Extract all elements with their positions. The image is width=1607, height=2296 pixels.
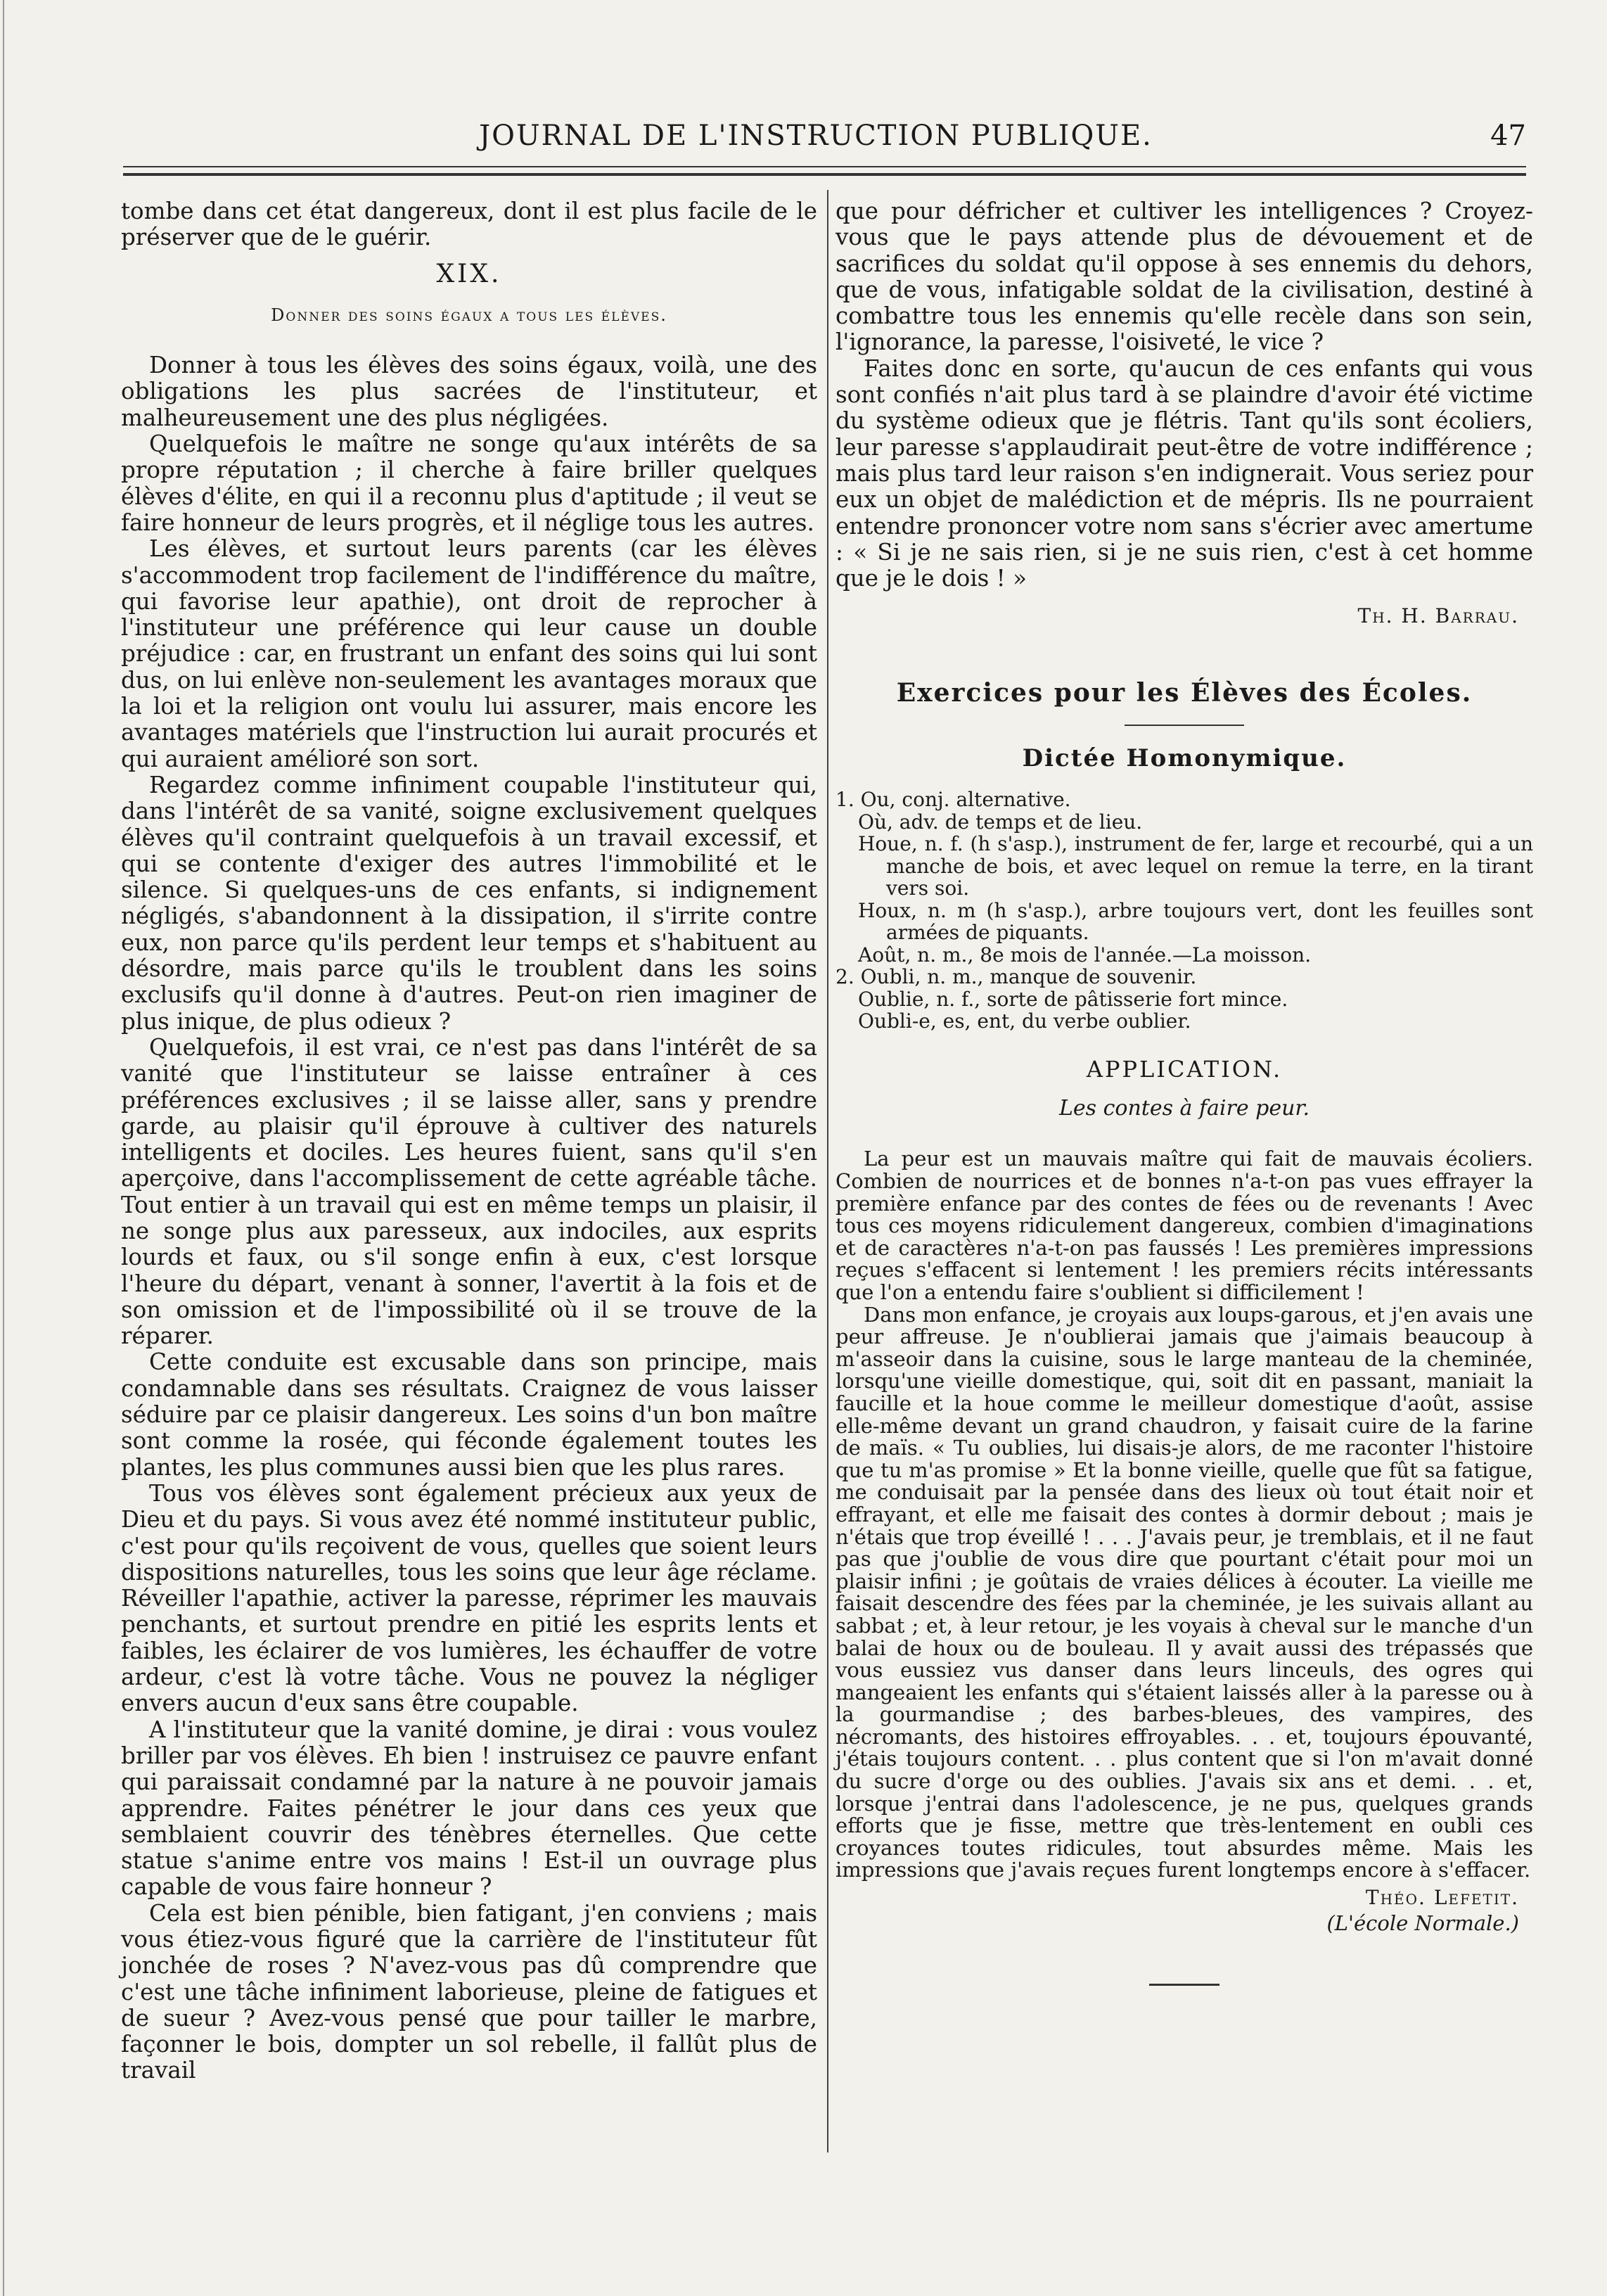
dictee-entry: 2. Oubli, n. m., manque de souvenir. [835,965,1197,989]
paragraph: Regardez comme infiniment coupable l'instituteur qui, dans l'intérêt de sa vanité, soigne exclusivement quelques élèves qu'il contraint quelquefois à un travail excessif, et qui se contente d'exiger des autres l'immobilité et le silence. Si quelques-uns de ces enfants, si indignement négligés, s'abandonnent à la dissipation, il s'irrite contre eux, non parce qu'ils perdent leur temps et s'habituent au désordre, mais parce qu'ils le troublent dans les soins exclusifs qu'il donne à d'autres. Peut-on rien imaginer de plus inique, de plus odieux ? [121,771,817,1035]
paragraph: Dans mon enfance, je croyais aux loups-garous, et j'en avais une peur affreuse. Je n'oublierai jamais que j'aimais beaucoup à m'asseoir dans la cuisine, sous le large manteau de la cheminée, lorsqu'une vieille domestique, qui, soit dit en passant, maniait la faucille et la houe comme le meilleur domestique d'août, assise elle-même devant un grand chaudron, y faisait cuire de la farine de maïs. « Tu oublies, lui disais-je alors, de me raconter l'histoire que tu m'as promise » Et la bonne vieille, quelle que fût sa fatigue, me conduisait par la pensée dans des lieux où tout était noir et effrayant, et elle me faisait des contes à dormir debout ; mais je n'étais que trop éveillé ! . . . J'avais peur, je tremblais, et il ne faut pas que j'oublie de vous dire que pourtant c'était pour moi un plaisir infini ; je goûtais de vraies délices à écouter. La vieille me faisait descendre des fées par la cheminée, je les suivais allant au sabbat ; et, à leur retour, je les voyais à cheval sur le manche d'un balai de houx ou de bouleau. Il y avait aussi des trépassés que vous eussiez vus danser dans leurs linceuls, des ogres qui mangeaient les enfants qui s'étaient laissés aller à la paresse ou à la gourmandise ; des barbes-bleues, des vampires, des nécromants, des histoires effroyables. . . et, toujours épouvanté, j'étais toujours content. . . plus content que si l'on m'avait donné du sucre d'orge ou des oublies. J'avais six ans et demi. . . et, lorsque j'entrai dans l'adolescence, je ne pus, quelques grands efforts que je fisse, mettre que très-lentement en oubli ces croyances toutes ridicules, tout absurdes même. Mais les impressions que j'avais reçues furent longtemps encore à s'effacer. [835,1302,1533,1882]
paragraph: A l'instituteur que la vanité domine, je dirai : vous voulez briller par vos élèves. Eh bien ! instruisez ce pauvre enfant qui paraissait condamné par la nature à ne pouvoir jamais apprendre. Faites pénétrer le jour dans ces yeux que semblaient couvrir des ténèbres éternelles. Que cette statue s'anime entre vos mains ! Est-il un ouvrage plus capable de vous faire honneur ? [121,1716,817,1901]
paragraph: Cette conduite est excusable dans son principe, mais condamnable dans ses résultats. Craignez de vous laisser séduire par ce plaisir dangereux. Les soins d'un bon maître sont comme la rosée, qui féconde également toutes les plantes, les plus communes aussi bien que les plus rares. [121,1348,817,1481]
paragraph: Les élèves, et surtout leurs parents (car les élèves s'accommodent trop facilement de l'indifférence du maître, qui favorise leur apathie), ont droit de reprocher à l'instituteur une préférence qui leur cause un double préjudice : car, en frustrant un enfant des soins qui lui sont dus, on lui enlève non-seulement les avantages moraux que la loi et la religion ont voulu lui assurer, mais encore les avantages matériels que l'instruction lui aurait procurés et qui auraient amélioré son sort. [121,535,817,772]
paragraph: Donner à tous les élèves des soins égaux, voilà, une des obligations les plus sacrées de l'instituteur, et malheureusement une des plus négligées. [121,352,817,431]
section-number: XIX. [436,259,502,288]
application-subtitle: Les contes à faire peur. [1058,1096,1310,1121]
paragraph: que pour défricher et cultiver les intelligences ? Croyez-vous que le pays attende plus de dévouement et de sacrifices du soldat qu'il oppose à ses ennemis du dehors, que de vous, infatigable soldat de la civilisation, destiné à combattre tous les ennemis qu'elle recèle dans son sein, l'ignorance, la paresse, l'oisiveté, le vice ? [835,198,1533,356]
header-rule-thin [123,166,1526,167]
exercises-title: Exercices pour les Élèves des Écoles. [896,677,1473,708]
source-citation: (L'école Normale.) [1326,1911,1519,1936]
paragraph: Quelquefois le maître ne songe qu'aux intérêts de sa propre réputation ; il cherche à faire briller quelques élèves d'élite, en qui il a reconnu plus d'aptitude ; il veut se faire honneur de leurs progrès, et il néglige tous les autres. [121,431,817,536]
dictee-entry: Oublie, n. f., sorte de pâtisserie fort mince. [858,987,1288,1011]
author-signature: Théo. Lefetit. [1365,1886,1519,1910]
journal-title: JOURNAL DE L'INSTRUCTION PUBLIQUE. [479,120,1153,152]
column-divider [827,190,828,2152]
dictee-entry: Houx, n. m (h s'asp.), arbre toujours vert, dont les feuilles sont armées de piquants. [858,898,1533,945]
author-signature: Th. H. Barrau. [1357,604,1519,628]
paragraph: Faites donc en sorte, qu'aucun de ces enfants qui vous sont confiés n'ait plus tard à se plaindre d'avoir été victime du système odieux que je flétris. Tant qu'ils sont écoliers, leur paresse s'applaudirait peut-être de votre indifférence ; mais plus tard leur raison s'en indignerait. Vous seriez pour eux un objet de malédiction et de mépris. Ils ne pourraient entendre prononcer votre nom sans s'écrier avec amertume : « Si je ne sais rien, si je ne suis rien, c'est à cet homme que je le dois ! » [835,355,1533,592]
application-text [835,1148,1533,1882]
paragraph: tombe dans cet état dangereux, dont il est plus facile de le préserver que de le guérir. [121,198,817,251]
paragraph: La peur est un mauvais maître qui fait de mauvais écoliers. Combien de nourrices et de bonnes n'a-t-on pas vues effrayer la première enfance par des contes de fées ou de revenants ! Avec tous ces moyens ridiculement dangereux, combien d'imaginations et de caractères n'a-t-on pas faussés ! Les premières impressions reçues s'effacent si lentement ! les premiers récits intéressants que l'on a entendu faire s'oublient si difficilement ! [835,1147,1533,1304]
paragraph: Quelquefois, il est vrai, ce n'est pas dans l'intérêt de sa vanité que l'instituteur se laisse entraîner à ces préférences exclusives ; il se laisse aller, sans y prendre garde, au plaisir qu'il éprouve à cultiver des naturels intelligents et dociles. Les heures fuient, sans qu'il s'en aperçoive, dans l'accomplissement de cette agréable tâche. Tout entier à un travail qui est en même temps un plaisir, il ne songe plus aux paresseux, aux indociles, aux esprits lourds et faux, ou s'il songe enfin à eux, c'est lorsque l'heure du départ, venant à sonner, l'avertit à la fois et de son omission et de l'impossibilité où il se trouve de la réparer. [121,1033,817,1350]
page-number: 47 [1490,120,1526,152]
title-rule [1125,725,1244,726]
header-rule-thick [123,173,1526,176]
dictee-title: Dictée Homonymique. [1022,744,1347,773]
dictee-entry: Oubli-e, es, ent, du verbe oublier. [858,1009,1191,1033]
page-edge [3,0,4,2296]
paragraph: Tous vos élèves sont également précieux aux yeux de Dieu et du pays. Si vous avez été nommé instituteur public, c'est pour qu'ils reçoivent de vous, quelles que soient leurs dispositions naturelles, tous les soins que leur âge réclame. Réveiller l'apathie, activer la paresse, réprimer les mauvais penchants, et surtout prendre en pitié les esprits lents et faibles, les éclairer de vos lumières, les échauffer de votre ardeur, c'est là votre tâche. Vous ne pouvez la négliger envers aucun d'eux sans être coupable. [121,1479,817,1717]
page-header [98,120,1533,162]
paragraph: Cela est bien pénible, bien fatigant, j'en conviens ; mais vous étiez-vous figuré que la carrière de l'instituteur fût jonchée de roses ? N'avez-vous pas dû comprendre que c'est une tâche infiniment laborieuse, pleine de fatigues et de sueur ? Avez-vous pensé que pour tailler le marbre, façonner le bois, dompter un sol rebelle, il fallût plus de travail [121,1899,817,2084]
dictee-entry: 1. Ou, conj. alternative. [835,788,1071,812]
end-rule [1149,1984,1219,1986]
dictee-entry: Houe, n. f. (h s'asp.), instrument de fer, large et recourbé, qui a un manche de bois, et avec lequel on remue la terre, en la tirant vers soi. [858,832,1533,900]
dictee-entry: Où, adv. de temps et de lieu. [858,810,1143,834]
left-column [121,198,817,2084]
right-column [835,198,1533,1986]
dictee-entry: Août, n. m., 8e mois de l'année.—La moisson. [858,943,1312,967]
section-title: Donner des soins égaux a tous les élèves. [271,305,667,325]
application-title: APPLICATION. [1086,1055,1283,1083]
dictee-list [835,789,1533,1033]
